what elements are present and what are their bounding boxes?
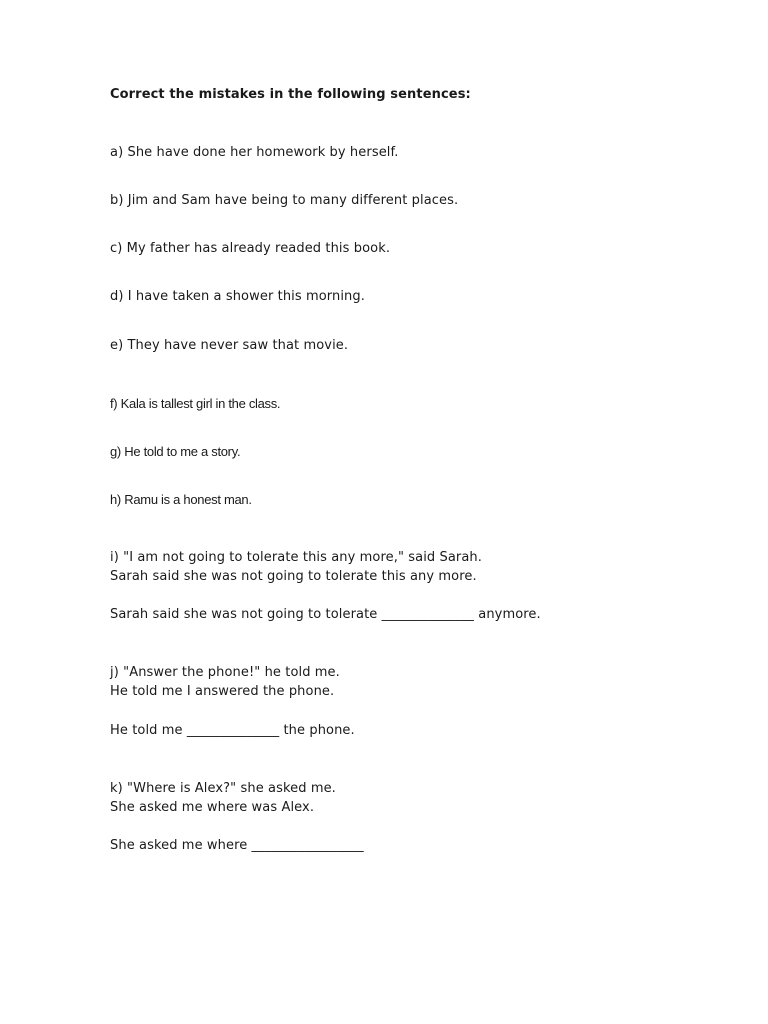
sentence-k-direct: k) "Where is Alex?" she asked me. — [110, 781, 336, 796]
sentence-j-direct: j) "Answer the phone!" he told me. — [110, 665, 340, 680]
sentence-j-fill: He told me ______________ the phone. — [110, 723, 355, 738]
sentence-h: h) Ramu is a honest man. — [110, 492, 252, 507]
sentence-k-wrong: She asked me where was Alex. — [110, 800, 315, 815]
sentence-d: d) I have taken a shower this morning. — [110, 289, 365, 304]
sentence-a: a) She have done her homework by herself. — [110, 145, 399, 160]
sentence-g: g) He told to me a story. — [110, 444, 241, 459]
worksheet-title: Correct the mistakes in the following sentences: — [110, 87, 471, 102]
sentence-i-fill: Sarah said she was not going to tolerate ______________ anymore. — [110, 607, 541, 622]
sentence-j-wrong: He told me I answered the phone. — [110, 684, 335, 699]
sentence-f: f) Kala is tallest girl in the class. — [110, 396, 281, 411]
sentence-i-wrong: Sarah said she was not going to tolerate this any more. — [110, 569, 477, 584]
sentence-k-fill: She asked me where _________________ — [110, 838, 364, 853]
sentence-i-direct: i) "I am not going to tolerate this any more," said Sarah. — [110, 550, 483, 565]
sentence-b: b) Jim and Sam have being to many different places. — [110, 193, 459, 208]
sentence-e: e) They have never saw that movie. — [110, 338, 349, 353]
sentence-c: c) My father has already readed this book. — [110, 241, 391, 256]
